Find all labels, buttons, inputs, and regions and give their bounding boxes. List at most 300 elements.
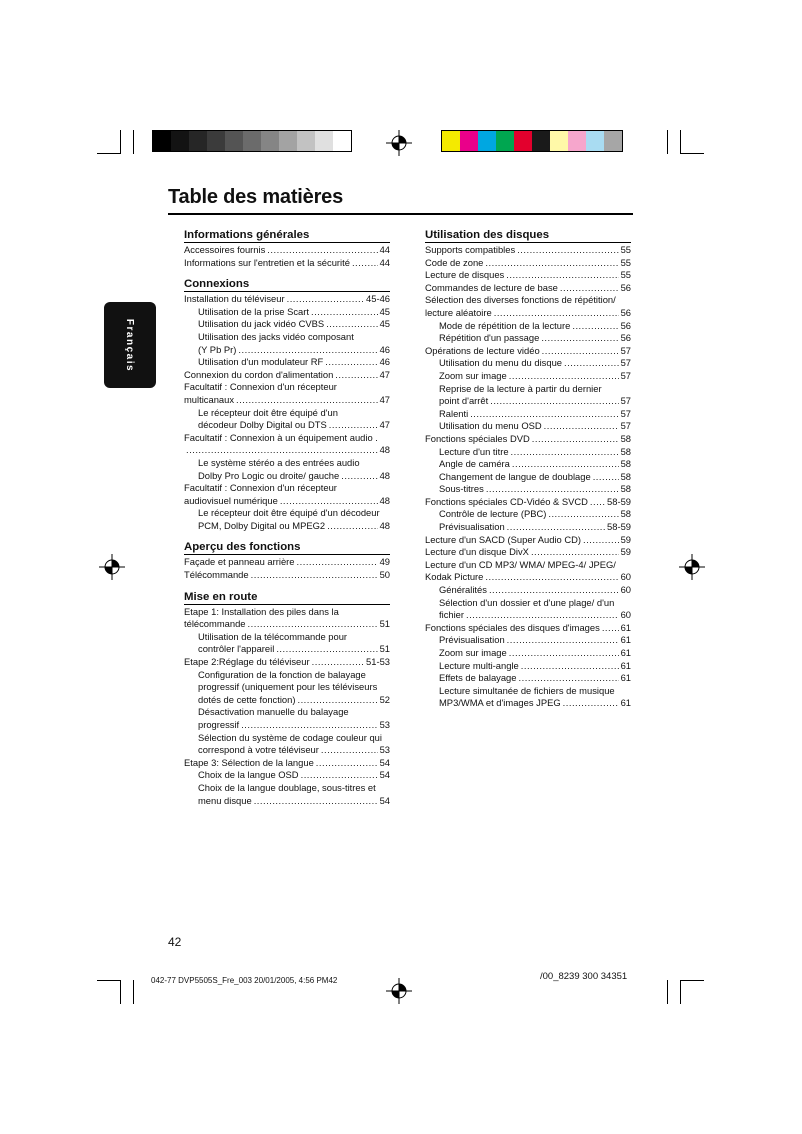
toc-entry[interactable]: [425, 584, 631, 597]
language-tab-label: Français: [124, 318, 136, 372]
toc-entry-line[interactable]: Le système stéréo a des entrées audio: [198, 456, 360, 468]
toc-entry[interactable]: [425, 357, 631, 370]
toc-entry-line[interactable]: Facultatif : Connexion à un équipement audio .: [184, 431, 378, 443]
dot-leader: [254, 795, 378, 808]
dot-leader: [506, 269, 618, 282]
registration-mark-icon: [386, 130, 412, 156]
toc-entry-text: Utilisation de la prise Scart: [198, 305, 309, 317]
toc-entry-text: Supports compatibles: [425, 244, 516, 255]
crop-mark: [667, 130, 668, 154]
toc-entry[interactable]: [184, 293, 390, 306]
toc-left-column: [184, 228, 390, 807]
crop-mark: [680, 980, 704, 981]
color-swatch: [460, 131, 478, 151]
toc-page-number: 47: [379, 419, 390, 431]
dot-leader: [236, 394, 378, 407]
toc-entry-text: dotés de cette fonction): [198, 693, 296, 705]
toc-entry[interactable]: [425, 622, 631, 635]
dot-leader: [238, 344, 377, 357]
toc-entry[interactable]: [425, 408, 631, 421]
section-heading: Aperçu des fonctions: [184, 541, 301, 554]
toc-entry-text: Utilisation du menu du disque: [439, 357, 562, 369]
toc-entry[interactable]: [425, 697, 631, 710]
crop-mark: [133, 130, 134, 154]
toc-entry[interactable]: [425, 508, 631, 521]
section-heading: Connexions: [184, 278, 250, 291]
crop-mark: [667, 980, 668, 1004]
toc-entry-text: Utilisation du jack vidéo CVBS: [198, 318, 325, 330]
toc-entry[interactable]: [425, 420, 631, 433]
toc-page-number: 55: [620, 269, 631, 281]
dot-leader: [267, 244, 377, 257]
dot-leader: [517, 244, 618, 257]
crop-mark: [680, 130, 681, 154]
dot-leader: [509, 647, 619, 660]
toc-page-number: 58-59: [607, 521, 631, 533]
toc-entry-text: multicanaux: [184, 393, 235, 405]
toc-page-number: 58-59: [607, 495, 631, 507]
toc-right-column: [425, 228, 631, 710]
toc-entry-text: Lecture multi-angle: [439, 659, 519, 671]
dot-leader: [509, 370, 619, 383]
toc-entry[interactable]: [184, 694, 390, 707]
toc-entry-text: Dolby Pro Logic ou droite/ gauche: [198, 469, 340, 481]
toc-entry[interactable]: [425, 282, 631, 295]
toc-page-number: 57: [620, 420, 631, 432]
toc-entry-text: Commandes de lecture de base: [425, 281, 558, 293]
dot-leader: [563, 697, 619, 710]
dot-leader: [326, 318, 377, 331]
toc-entry[interactable]: [425, 534, 631, 547]
dot-leader: [485, 571, 618, 584]
toc-entry[interactable]: [425, 546, 631, 559]
title-rule: [168, 213, 633, 215]
toc-entry-text: Installation du téléviseur: [184, 293, 285, 305]
toc-page-number: 51-53: [366, 656, 390, 668]
color-swatch: [478, 131, 496, 151]
section-rule: [425, 242, 631, 243]
language-tab: [104, 302, 156, 388]
dot-leader: [544, 420, 619, 433]
toc-entry-text: contrôler l'appareil: [198, 643, 275, 655]
print-slug: 042-77 DVP5505S_Fre_003 20/01/2005, 4:56 PM42: [151, 976, 338, 985]
dot-leader: [297, 694, 377, 707]
dot-leader: [494, 307, 619, 320]
dot-leader: [486, 483, 619, 496]
toc-page-number: 56: [620, 281, 631, 293]
toc-entry-text: audiovisuel numérique: [184, 494, 278, 506]
dot-leader: [352, 257, 378, 270]
toc-entry-text: Généralités: [439, 584, 487, 596]
color-swatch: [279, 131, 297, 151]
toc-page-number: 57: [620, 407, 631, 419]
toc-page-number: 58: [620, 432, 631, 444]
toc-page-number: 50: [379, 569, 390, 581]
toc-page-number: 60: [620, 571, 631, 583]
toc-entry[interactable]: [184, 444, 390, 457]
toc-page-number: 49: [379, 556, 390, 568]
toc-page-number: 56: [620, 306, 631, 318]
toc-entry[interactable]: [425, 609, 631, 622]
toc-entry[interactable]: [425, 345, 631, 358]
document-code: /00_8239 300 34351: [540, 971, 628, 982]
toc-entry-text: point d'arrêt: [439, 395, 489, 407]
toc-entry-text: Utilisation du menu OSD: [439, 420, 542, 432]
toc-page-number: 51: [379, 643, 390, 655]
toc-page-number: 58: [620, 508, 631, 520]
toc-entry-line[interactable]: Lecture d'un CD MP3/ WMA/ MPEG-4/ JPEG/: [425, 558, 616, 570]
color-swatch: [261, 131, 279, 151]
toc-entry-line[interactable]: Reprise de la lecture à partir du dernier: [439, 382, 602, 394]
toc-page-number: 59: [620, 546, 631, 558]
dot-leader: [542, 345, 619, 358]
toc-entry-text: décodeur Dolby Digital ou DTS: [198, 419, 327, 431]
toc-page-number: 45-46: [366, 293, 390, 305]
toc-entry[interactable]: [184, 618, 390, 631]
dot-leader: [490, 395, 618, 408]
toc-entry-line[interactable]: Utilisation de la télécommande pour: [198, 630, 348, 642]
color-swatch: [171, 131, 189, 151]
color-swatch: [297, 131, 315, 151]
toc-page-number: 61: [620, 634, 631, 646]
toc-page-number: 44: [379, 244, 390, 255]
toc-entry[interactable]: [425, 257, 631, 270]
toc-entry-text: Angle de caméra: [439, 458, 510, 470]
toc-entry-text: Utilisation d'un modulateur RF: [198, 356, 324, 368]
toc-entry[interactable]: [184, 757, 390, 770]
toc-entry-line[interactable]: progressif (uniquement pour les téléviseurs: [198, 681, 378, 693]
color-calibration-strip: [441, 130, 623, 152]
toc-entry[interactable]: [425, 395, 631, 408]
color-swatch: [189, 131, 207, 151]
toc-entry-text: Etape 2:Réglage du téléviseur: [184, 656, 310, 668]
toc-page-number: 45: [379, 305, 390, 317]
toc-entry-text: Répétition d'un passage: [439, 332, 540, 344]
color-swatch: [243, 131, 261, 151]
toc-page-number: 60: [620, 584, 631, 596]
dot-leader: [531, 546, 619, 559]
toc-page-number: 55: [620, 256, 631, 268]
color-swatch: [604, 131, 622, 151]
toc-page-number: 51: [379, 618, 390, 630]
toc-entry[interactable]: [425, 307, 631, 320]
toc-entry-text: Prévisualisation: [439, 521, 505, 533]
toc-entry-text: Effets de balayage: [439, 672, 517, 684]
dot-leader: [548, 508, 618, 521]
color-swatch: [442, 131, 460, 151]
color-swatch: [207, 131, 225, 151]
toc-page-number: 58: [620, 458, 631, 470]
color-swatch: [225, 131, 243, 151]
toc-page-number: 61: [620, 647, 631, 658]
toc-entry[interactable]: [184, 470, 390, 483]
toc-entry-line[interactable]: Sélection d'un dossier et d'une plage/ d'un: [439, 596, 615, 608]
crop-mark: [120, 130, 121, 154]
toc-entry-text: Lecture d'un SACD (Super Audio CD): [425, 533, 582, 545]
dot-leader: [280, 495, 378, 508]
toc-entry[interactable]: [425, 446, 631, 459]
toc-page-number: 48: [379, 469, 390, 481]
section-gap: [184, 582, 390, 590]
toc-entry-text: Contrôle de lecture (PBC): [439, 508, 547, 520]
toc-entry[interactable]: [184, 356, 390, 369]
toc-entry[interactable]: [425, 634, 631, 647]
toc-entry[interactable]: [184, 495, 390, 508]
dot-leader: [590, 496, 605, 509]
dot-leader: [297, 556, 378, 569]
toc-entry-line[interactable]: Etape 1: Installation des piles dans la: [184, 605, 339, 617]
dot-leader: [327, 520, 377, 533]
toc-entry[interactable]: [184, 719, 390, 732]
toc-entry[interactable]: [184, 257, 390, 270]
toc-entry[interactable]: [184, 306, 390, 319]
dot-leader: [532, 433, 619, 446]
toc-entry-text: Code de zone: [425, 256, 484, 268]
toc-page-number: 54: [379, 794, 390, 806]
crop-mark: [680, 980, 681, 1004]
dot-leader: [321, 744, 378, 757]
toc-entry[interactable]: [184, 556, 390, 569]
dot-leader: [583, 534, 619, 547]
dot-leader: [186, 444, 378, 457]
page-title: Table des matières: [168, 186, 344, 208]
section-rule: [184, 242, 390, 243]
registration-mark-icon: [386, 978, 412, 1004]
color-swatch: [568, 131, 586, 151]
color-swatch: [586, 131, 604, 151]
dot-leader: [470, 408, 618, 421]
dot-leader: [512, 458, 619, 471]
toc-page-number: 55: [620, 244, 631, 255]
toc-page-number: 61: [620, 697, 631, 709]
toc-entry[interactable]: [425, 571, 631, 584]
dot-leader: [311, 306, 378, 319]
toc-entry-text: Prévisualisation: [439, 634, 505, 646]
toc-entry-line[interactable]: Désactivation manuelle du balayage: [198, 706, 349, 718]
toc-page-number: 58: [620, 470, 631, 482]
color-swatch: [333, 131, 351, 151]
color-swatch: [153, 131, 171, 151]
toc-page-number: 48: [379, 519, 390, 531]
toc-entry[interactable]: [184, 643, 390, 656]
toc-entry-text: Informations sur l'entretien et la sécurité: [184, 256, 350, 268]
dot-leader: [541, 332, 618, 345]
toc-page-number: 60: [620, 609, 631, 621]
dot-leader: [316, 757, 378, 770]
toc-entry[interactable]: [184, 419, 390, 432]
toc-entry-text: Changement de langue de doublage: [439, 470, 591, 482]
dot-leader: [325, 356, 377, 369]
toc-entry-line[interactable]: Configuration de la fonction de balayage: [198, 668, 366, 680]
toc-entry-text: Kodak Picture: [425, 571, 484, 583]
toc-page-number: 57: [620, 357, 631, 369]
toc-entry-text: PCM, Dolby Digital ou MPEG2: [198, 519, 326, 531]
toc-entry-text: Lecture d'un titre: [439, 445, 509, 457]
toc-entry[interactable]: [425, 660, 631, 673]
toc-page-number: 53: [379, 744, 390, 756]
toc-page-number: 56: [620, 319, 631, 331]
toc-entry-text: Télécommande: [184, 569, 249, 581]
toc-entry-text: Etape 3: Sélection de la langue: [184, 756, 314, 768]
toc-entry-line[interactable]: Facultatif : Connexion d'un récepteur: [184, 381, 337, 393]
dot-leader: [593, 471, 619, 484]
toc-page-number: 46: [379, 343, 390, 355]
registration-mark-icon: [99, 554, 125, 580]
section-gap: [184, 269, 390, 277]
toc-entry-text: (Y Pb Pr): [198, 343, 237, 355]
toc-page-number: 59: [620, 533, 631, 545]
toc-entry-text: Fonctions spéciales DVD: [425, 432, 530, 444]
dot-leader: [466, 609, 619, 622]
toc-entry-text: Façade et panneau arrière: [184, 556, 295, 568]
toc-entry-text: Fonctions spéciales des disques d'images: [425, 621, 600, 633]
toc-entry[interactable]: [425, 672, 631, 685]
toc-entry-line[interactable]: Sélection des diverses fonctions de répétition/: [425, 294, 616, 306]
toc-page-number: 46: [379, 356, 390, 368]
toc-entry-line[interactable]: Le récepteur doit être équipé d'un: [198, 406, 338, 418]
dot-leader: [335, 369, 377, 382]
toc-entry-line[interactable]: Lecture simultanée de fichiers de musique: [439, 684, 615, 696]
section-heading: Informations générales: [184, 229, 310, 241]
section-rule: [184, 291, 390, 292]
color-swatch: [514, 131, 532, 151]
crop-mark: [133, 980, 134, 1004]
toc-page-number: 57: [620, 344, 631, 356]
toc-entry[interactable]: [425, 269, 631, 282]
toc-entry-text: Choix de la langue OSD: [198, 769, 299, 781]
dot-leader: [276, 643, 377, 656]
dot-leader: [521, 660, 619, 673]
toc-entry-text: télécommande: [184, 618, 246, 630]
dot-leader: [564, 357, 619, 370]
dot-leader: [329, 419, 378, 432]
toc-page-number: 58: [620, 445, 631, 457]
toc-entry[interactable]: [425, 320, 631, 333]
section-rule: [184, 604, 390, 605]
toc-entry[interactable]: [425, 244, 631, 257]
page-number: 42: [168, 935, 182, 949]
toc-page-number: 47: [379, 368, 390, 380]
toc-entry[interactable]: [184, 795, 390, 808]
toc-entry-text: menu disque: [198, 794, 252, 806]
toc-page-number: 56: [620, 332, 631, 344]
dot-leader: [507, 521, 605, 534]
color-swatch: [532, 131, 550, 151]
section-gap: [184, 532, 390, 540]
dot-leader: [241, 719, 377, 732]
dot-leader: [287, 293, 364, 306]
toc-entry-text: Zoom sur image: [439, 369, 507, 381]
dot-leader: [248, 618, 378, 631]
toc-entry[interactable]: [425, 521, 631, 534]
toc-entry-text: Lecture de disques: [425, 269, 505, 281]
section-rule: [184, 554, 390, 555]
toc-page-number: 61: [620, 659, 631, 671]
toc-entry[interactable]: [425, 458, 631, 471]
toc-entry[interactable]: [425, 496, 631, 509]
toc-entry[interactable]: [425, 370, 631, 383]
crop-mark: [97, 980, 121, 981]
toc-entry-text: MP3/WMA et d'images JPEG: [439, 697, 561, 709]
toc-page-number: 44: [379, 256, 390, 268]
toc-entry[interactable]: [184, 318, 390, 331]
toc-entry[interactable]: [425, 471, 631, 484]
dot-leader: [519, 672, 619, 685]
toc-page-number: 54: [379, 769, 390, 781]
color-swatch: [496, 131, 514, 151]
toc-page-number: 52: [379, 693, 390, 705]
toc-page-number: 57: [620, 395, 631, 407]
color-swatch: [315, 131, 333, 151]
toc-page-number: 61: [620, 672, 631, 684]
toc-entry-text: Mode de répétition de la lecture: [439, 319, 571, 331]
toc-entry[interactable]: [184, 520, 390, 533]
dot-leader: [489, 584, 619, 597]
toc-page-number: 58: [620, 483, 631, 495]
toc-entry[interactable]: [425, 483, 631, 496]
crop-mark: [120, 980, 121, 1004]
toc-page-number: 48: [379, 494, 390, 506]
toc-entry-text: progressif: [198, 719, 240, 730]
toc-entry-text: correspond à votre téléviseur: [198, 744, 319, 756]
toc-page-number: 53: [379, 719, 390, 730]
dot-leader: [301, 769, 378, 782]
dot-leader: [312, 656, 364, 669]
toc-entry[interactable]: [184, 394, 390, 407]
toc-entry-text: Sous-titres: [439, 483, 484, 495]
toc-entry[interactable]: [425, 647, 631, 660]
toc-entry[interactable]: [184, 656, 390, 669]
toc-entry-line[interactable]: Facultatif : Connexion d'un récepteur: [184, 482, 337, 494]
toc-page-number: 48: [379, 444, 390, 456]
toc-entry[interactable]: [184, 369, 390, 382]
toc-entry-text: Fonctions spéciales CD-Vidéo & SVCD: [425, 495, 588, 507]
toc-entry[interactable]: [184, 769, 390, 782]
section-heading: Mise en route: [184, 590, 258, 603]
color-swatch: [550, 131, 568, 151]
section-heading: Utilisation des disques: [425, 229, 550, 241]
toc-entry[interactable]: [184, 344, 390, 357]
grayscale-calibration-strip: [152, 130, 352, 152]
toc-entry[interactable]: [425, 433, 631, 446]
toc-entry-line[interactable]: Utilisation des jacks vidéo composant: [198, 330, 354, 342]
toc-entry-line[interactable]: Choix de la langue doublage, sous-titres et: [198, 781, 376, 793]
dot-leader: [251, 569, 378, 582]
toc-entry-text: Zoom sur image: [439, 647, 507, 658]
dot-leader: [341, 470, 377, 483]
toc-entry[interactable]: [184, 569, 390, 582]
toc-entry-text: Ralenti: [439, 407, 469, 419]
toc-entry-line[interactable]: Sélection du système de codage couleur qui: [198, 731, 382, 743]
crop-mark: [97, 153, 121, 154]
toc-entry-text: Connexion du cordon d'alimentation: [184, 368, 334, 380]
toc-entry-line[interactable]: Le récepteur doit être équipé d'un décodeur: [198, 507, 380, 519]
dot-leader: [602, 622, 619, 635]
toc-entry-text: fichier: [439, 609, 465, 621]
toc-entry[interactable]: [184, 744, 390, 757]
dot-leader: [572, 320, 618, 333]
toc-entry-text: Lecture d'un disque DivX: [425, 546, 529, 558]
toc-entry-text: Accessoires fournis: [184, 244, 266, 255]
dot-leader: [507, 634, 619, 647]
toc-page-number: 61: [620, 621, 631, 633]
toc-page-number: 47: [379, 393, 390, 405]
toc-entry[interactable]: [184, 244, 390, 257]
dot-leader: [560, 282, 619, 295]
toc-page-number: 45: [379, 318, 390, 330]
crop-mark: [680, 153, 704, 154]
toc-entry[interactable]: [425, 332, 631, 345]
